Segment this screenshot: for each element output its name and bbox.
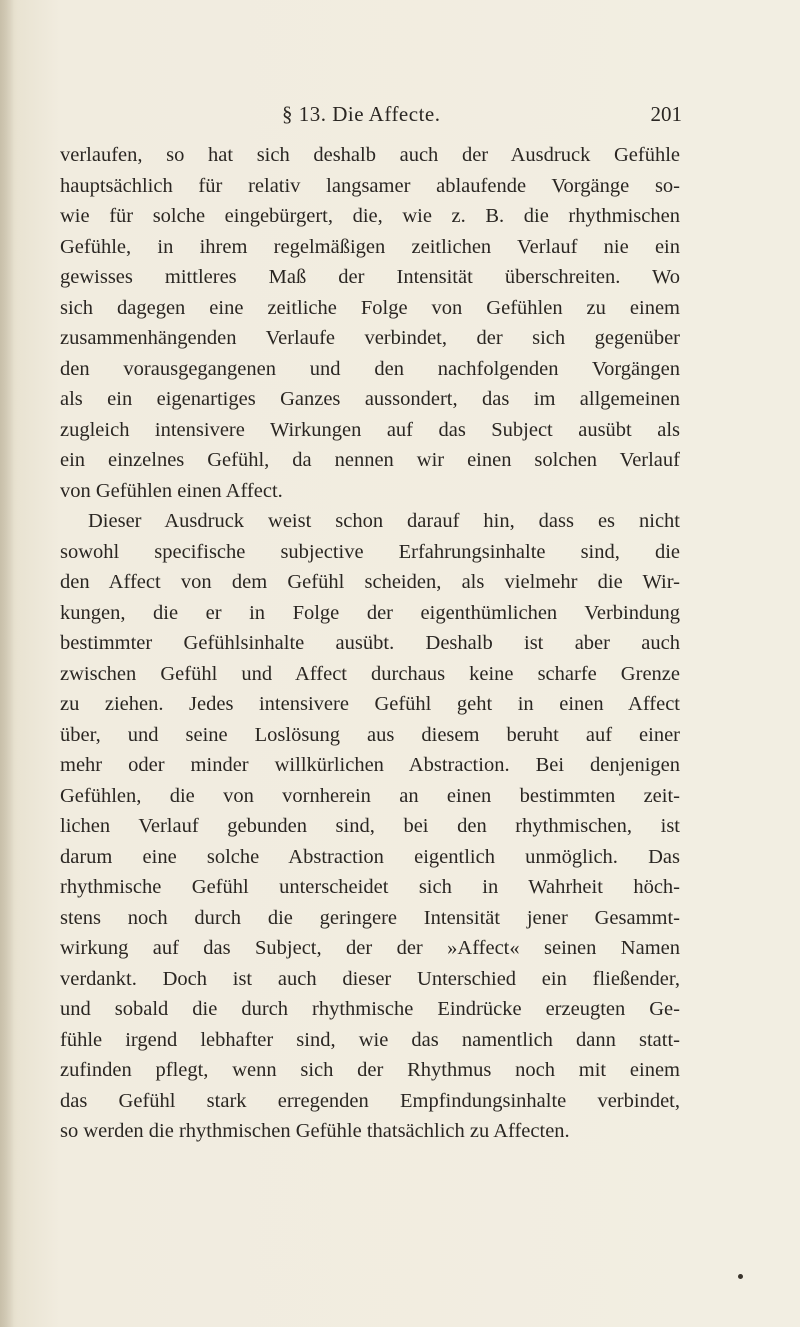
text-line: bestimmter Gefühlsinhalte ausübt. Deshalb ist aber auch xyxy=(60,632,680,654)
text-line: Gefühle, in ihrem regelmäßigen zeitlichen Verlauf nie ein xyxy=(60,235,680,258)
text-line: mehr oder minder willkürlichen Abstraction. Bei denjenigen xyxy=(60,754,680,776)
text-line: und sobald die durch rhythmische Eindrücke erzeugten Ge- xyxy=(60,998,680,1020)
text-line: Gefühlen, die von vornherein an einen bestimmten zeit- xyxy=(60,784,680,807)
text-line: ein einzelnes Gefühl, da nennen wir einen solchen Verlauf xyxy=(60,449,680,471)
text-line: so werden die rhythmischen Gefühle thatsächlich zu Affecten. xyxy=(60,1120,570,1142)
text-line: verlaufen, so hat sich deshalb auch der Ausdruck Gefühle xyxy=(60,144,680,166)
text-line: stens noch durch die geringere Intensität jener Gesammt- xyxy=(60,906,680,929)
text-line: zugleich intensivere Wirkungen auf das Subject ausübt als xyxy=(60,418,680,441)
text-line: das Gefühl stark erregenden Empfindungsinhalte verbindet, xyxy=(60,1089,680,1112)
text-line: zwischen Gefühl und Affect durchaus keine scharfe Grenze xyxy=(60,662,680,685)
text-line: gewisses mittleres Maß der Intensität überschreiten. Wo xyxy=(60,266,680,288)
body-text xyxy=(60,140,680,1147)
text-line: hauptsächlich für relativ langsamer ablaufende Vorgänge so- xyxy=(60,174,680,197)
text-line: über, und seine Loslösung aus diesem beruht auf einer xyxy=(60,723,680,746)
running-head xyxy=(282,102,682,132)
text-line: wirkung auf das Subject, der der »Affect« seinen Namen xyxy=(60,937,680,959)
text-line: lichen Verlauf gebunden sind, bei den rhythmischen, ist xyxy=(60,815,680,837)
text-line: als ein eigenartiges Ganzes aussondert, das im allgemeinen xyxy=(60,388,680,410)
text-line: sowohl specifische subjective Erfahrungsinhalte sind, die xyxy=(60,540,680,563)
text-line: rhythmische Gefühl unterscheidet sich in Wahrheit höch- xyxy=(60,876,680,898)
text-line: verdankt. Doch ist auch dieser Unterschied ein fließender, xyxy=(60,967,680,990)
text-line: zusammenhängenden Verlaufe verbindet, der sich gegenüber xyxy=(60,327,680,349)
gutter-shadow xyxy=(0,0,14,1327)
text-line: den Affect von dem Gefühl scheiden, als vielmehr die Wir- xyxy=(60,571,680,593)
text-line: darum eine solche Abstraction eigentlich unmöglich. Das xyxy=(60,845,680,868)
text-line: fühle irgend lebhafter sind, wie das namentlich dann statt- xyxy=(60,1028,680,1051)
paragraph-start-line: Dieser Ausdruck weist schon darauf hin, dass es nicht xyxy=(88,510,680,532)
text-line: wie für solche eingebürgert, die, wie z. B. die rhythmischen xyxy=(60,205,680,227)
text-line: den vorausgegangenen und den nachfolgenden Vorgängen xyxy=(60,357,680,380)
text-line: sich dagegen eine zeitliche Folge von Gefühlen zu einem xyxy=(60,296,680,319)
page-number: 201 xyxy=(650,102,682,126)
ink-speck xyxy=(738,1274,743,1279)
section-title: § 13. Die Affecte. xyxy=(282,102,441,126)
text-line: zu ziehen. Jedes intensivere Gefühl geht in einen Affect xyxy=(60,693,680,715)
text-line: von Gefühlen einen Affect. xyxy=(60,479,283,502)
text-line: zufinden pflegt, wenn sich der Rhythmus noch mit einem xyxy=(60,1059,680,1081)
text-line: kungen, die er in Folge der eigenthümlichen Verbindung xyxy=(60,601,680,624)
